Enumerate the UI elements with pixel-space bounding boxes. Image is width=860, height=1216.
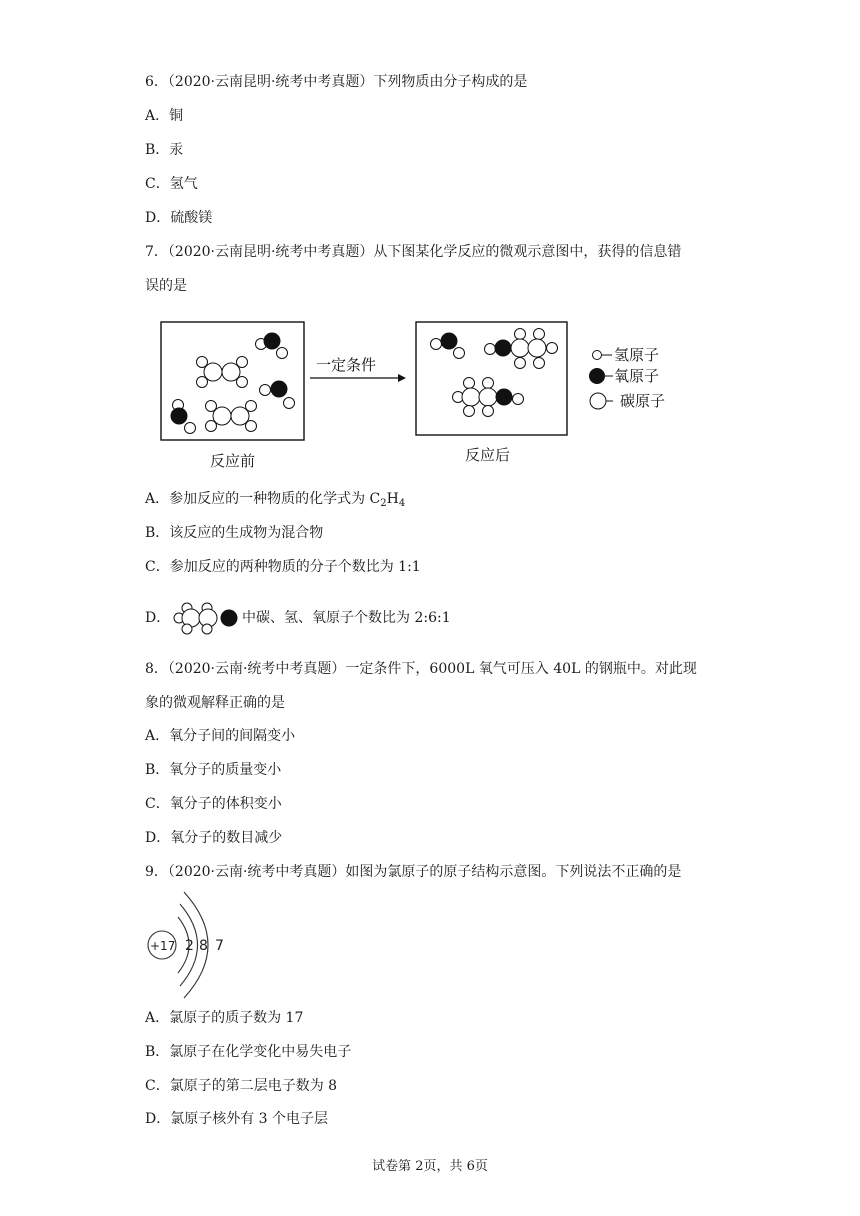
- reaction-arrow: [310, 374, 406, 382]
- before-label: 反应前: [210, 452, 256, 470]
- hydrogen-atom-icon: [593, 351, 602, 360]
- q7-option-d-label: D．: [145, 610, 171, 626]
- q6-stem: 6．（2020·云南昆明·统考中考真题）下列物质由分子构成的是: [145, 74, 528, 90]
- q7-stem-line1: 7．（2020·云南昆明·统考中考真题）从下图某化学反应的微观示意图中，获得的信息错: [145, 244, 682, 260]
- arrow-condition-label: 一定条件: [316, 356, 377, 374]
- reaction-before-box: [161, 322, 304, 440]
- q7-option-d[interactable]: [145, 608, 170, 628]
- q9-option-a[interactable]: A．氯原子的质子数为 17: [145, 1010, 304, 1026]
- page-footer: 试卷第 2页，共 6页: [372, 1159, 488, 1174]
- q9-option-b[interactable]: B．氯原子在化学变化中易失电子: [145, 1044, 352, 1060]
- q6-option-b[interactable]: B．汞: [145, 142, 184, 158]
- q7-stem-line2: 误的是: [145, 278, 187, 294]
- after-label: 反应后: [465, 446, 511, 464]
- legend-carbon: 碳原子: [620, 392, 666, 410]
- q7-option-a-sub2: 4: [398, 498, 406, 509]
- q8-stem-line1: 8．（2020·云南·统考中考真题）一定条件下，6000L 氧气可压入 40L 的钢瓶中。对此现: [145, 661, 697, 677]
- q6-option-d[interactable]: D．硫酸镁: [145, 210, 213, 226]
- q8-option-a[interactable]: A．氧分子间的间隔变小: [145, 728, 296, 744]
- q9-stem: 9．（2020·云南·统考中考真题）如图为氯原子的原子结构示意图。下列说法不正确的是: [145, 864, 682, 880]
- reaction-after-box: [416, 322, 567, 435]
- chlorine-atom-diagram: [140, 890, 260, 1000]
- q7-option-b[interactable]: B．该反应的生成物为混合物: [145, 525, 324, 541]
- carbon-atom-icon: [590, 393, 606, 409]
- shell-3-electrons: 7: [215, 938, 224, 954]
- q7-option-c[interactable]: C．参加反应的两种物质的分子个数比为 1:1: [145, 559, 421, 575]
- q8-option-b[interactable]: B．氧分子的质量变小: [145, 762, 282, 778]
- q7-option-a[interactable]: [145, 489, 405, 514]
- shell-1-electrons: 2: [185, 938, 194, 954]
- legend-hydrogen: 氢原子: [614, 346, 660, 364]
- legend-oxygen: 氧原子: [614, 367, 660, 385]
- q7-option-a-text: A．参加反应的一种物质的化学式为 C: [145, 491, 381, 507]
- shell-2-electrons: 8: [199, 938, 208, 954]
- q8-stem-line2: 象的微观解释正确的是: [145, 695, 285, 711]
- atom-legend: [589, 346, 665, 410]
- q9-option-c[interactable]: C．氯原子的第二层电子数为 8: [145, 1078, 338, 1094]
- q9-option-d[interactable]: D．氯原子核外有 3 个电子层: [145, 1111, 329, 1127]
- oxygen-atom-icon: [589, 368, 605, 384]
- reaction-diagram: [0, 315, 860, 475]
- q8-option-d[interactable]: D．氧分子的数目减少: [145, 830, 283, 846]
- nucleus-charge: +17: [150, 939, 176, 953]
- q7-option-a-sub1: 2: [380, 498, 387, 509]
- ethanol-molecule-icon: [172, 598, 242, 638]
- q8-option-c[interactable]: C．氧分子的体积变小: [145, 796, 282, 812]
- q7-option-d-text: 中碳、氢、氧原子个数比为 2:6:1: [242, 610, 451, 626]
- q7-option-a-h: H: [386, 491, 399, 507]
- q6-option-a[interactable]: A．铜: [145, 108, 184, 124]
- q6-option-c[interactable]: C．氢气: [145, 176, 198, 192]
